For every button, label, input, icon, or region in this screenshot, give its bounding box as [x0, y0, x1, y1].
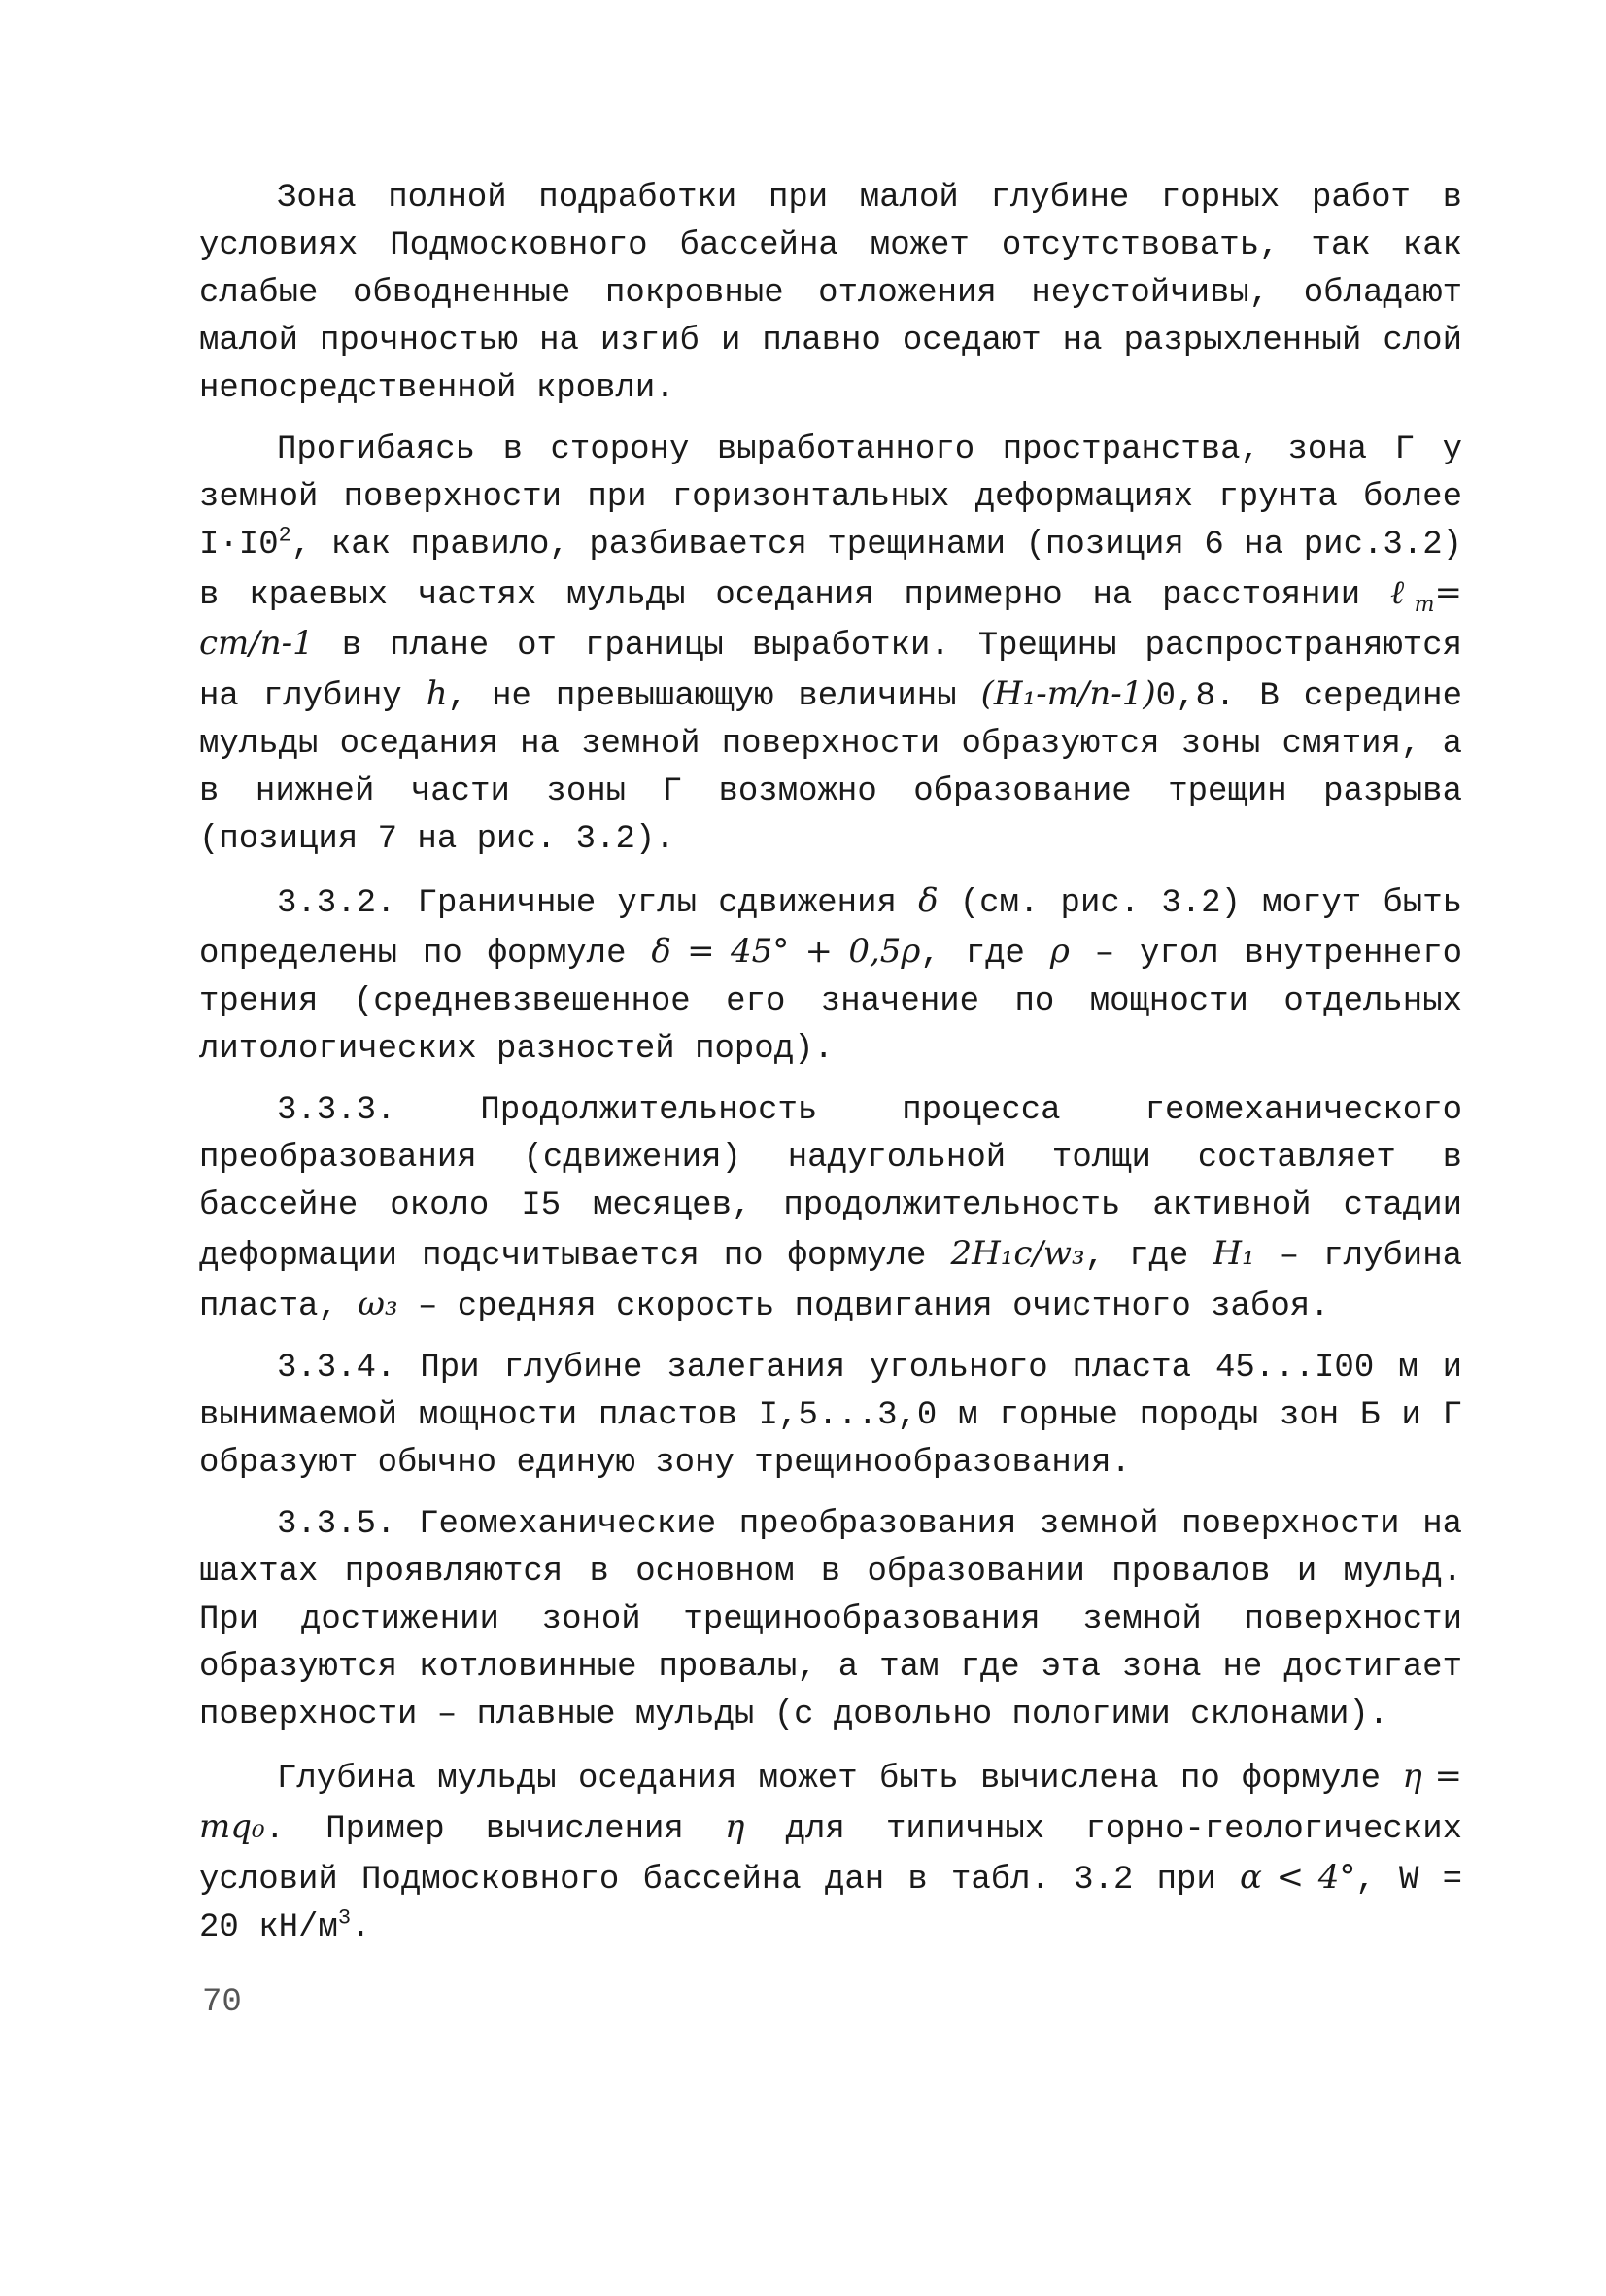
text-run: 3.3.3. Продолжительность процесса геомеханического преобразования (сдвижения) надугольной толщи составляет в бассейне около I5 месяцев, продолжительность активной стадии деформации подсчитывается по формуле	[199, 1092, 1462, 1275]
text-run: – угол внутреннего трения (средневзвешенное его значение по мощности отдельных литологических разностей пород).	[199, 936, 1463, 1068]
text-run: 0,8. В середине мульды оседания на земной поверхности образуются зоны смятия, а в нижней части зоны Г возможно образование трещин разрыва (позиция 7 на рис. 3.2).	[199, 678, 1462, 858]
text-run: Прогибаясь в сторону выработанного пространства, зона Г у земной поверхности при горизонтальных деформациях грунта более I·I0	[199, 431, 1462, 564]
superscript-exponent: 3	[337, 1905, 352, 1931]
text-run: , W = 20 кН/м	[199, 1862, 1462, 1946]
paragraph-text: 3.3.4. При глубине залегания угольного пласта 45...I00 м и вынимаемой мощности пластов I,5...3,0 м горные породы зон Б и Г образуют обычно единую зону трещинообразования.	[199, 1350, 1462, 1482]
text-run: . Пример вычисления	[264, 1811, 726, 1848]
paragraph-3-3-5	[199, 1501, 1462, 1739]
paragraph-text: 3.3.5. Геомеханические преобразования земной поверхности на шахтах проявляются в основном в образовании провалов и мульд. При достижении зоной трещинообразования земной поверхности образуются котловинные провалы, а там где эта зона не достигает поверхности – плавные мульды (с довольно пологими склонами).	[199, 1506, 1462, 1733]
formula-h: h	[426, 674, 448, 713]
paragraph-3-3-3	[199, 1087, 1462, 1331]
paragraph-3-3-4	[199, 1345, 1462, 1488]
text-run: Глубина мульды оседания может быть вычислена по формуле	[277, 1761, 1403, 1798]
body-text	[199, 175, 1462, 1966]
formula-alpha: α < 4°	[1240, 1858, 1356, 1897]
paragraph-full-undermining-zone	[199, 175, 1462, 413]
formula-eta: η = mq₀	[199, 1757, 1462, 1846]
formula-lt: ℓ	[1390, 573, 1415, 612]
formula-subscript: т	[1414, 592, 1435, 617]
text-run: – средняя скорость подвигания очистного забоя.	[397, 1288, 1330, 1325]
text-run: 3.3.2. Граничные углы сдвижения	[277, 885, 919, 922]
paragraph-text: Зона полной подработки при малой глубине горных работ в условиях Подмосковного бассейна может отсутствовать, так как слабые обводненные покровные отложения неустойчивы, обладают малой прочностью на изгиб и плавно оседают на разрыхленный слой непосредственной кровли.	[199, 180, 1462, 407]
page-number: 70	[202, 1984, 242, 2021]
formula-depth-limit: (H₁-m/n-1)	[980, 674, 1156, 713]
formula-cm-n: = cm/n-1	[199, 573, 1462, 663]
text-run: .	[351, 1909, 371, 1946]
formula-delta: δ	[918, 881, 939, 920]
text-run: (см. рис. 3.2) могут быть определены по формуле	[199, 885, 1462, 973]
text-run: , как правило, разбивается трещинами (позиция 6 на рис.3.2) в краевых частях мульды оседания примерно на расстоянии	[199, 527, 1462, 614]
paragraph-zone-g-bending	[199, 427, 1462, 864]
formula-rho: ρ	[1049, 932, 1070, 971]
formula-duration: 2H₁c/w₃	[950, 1234, 1085, 1273]
text-run: в плане от границы выработки. Трещины распространяются на глубину	[199, 628, 1462, 715]
paragraph-3-3-2	[199, 877, 1462, 1074]
formula-h1: H₁	[1213, 1234, 1255, 1273]
text-run: – глубина пласта,	[199, 1238, 1462, 1325]
formula-eta-symbol: η	[725, 1807, 745, 1846]
text-run: для типичных горно-геологических условий Подмосковного бассейна дан в табл. 3.2 при	[199, 1811, 1462, 1899]
text-run: , не превышающую величины	[447, 678, 981, 715]
superscript-exponent: 2	[278, 523, 291, 548]
formula-boundary-angle: δ = 45° + 0,5ρ	[651, 932, 921, 971]
formula-omega: ω₃	[358, 1285, 398, 1323]
text-run: , где	[920, 936, 1050, 973]
paragraph-trough-depth	[199, 1753, 1462, 1952]
text-run: , где	[1084, 1238, 1213, 1275]
